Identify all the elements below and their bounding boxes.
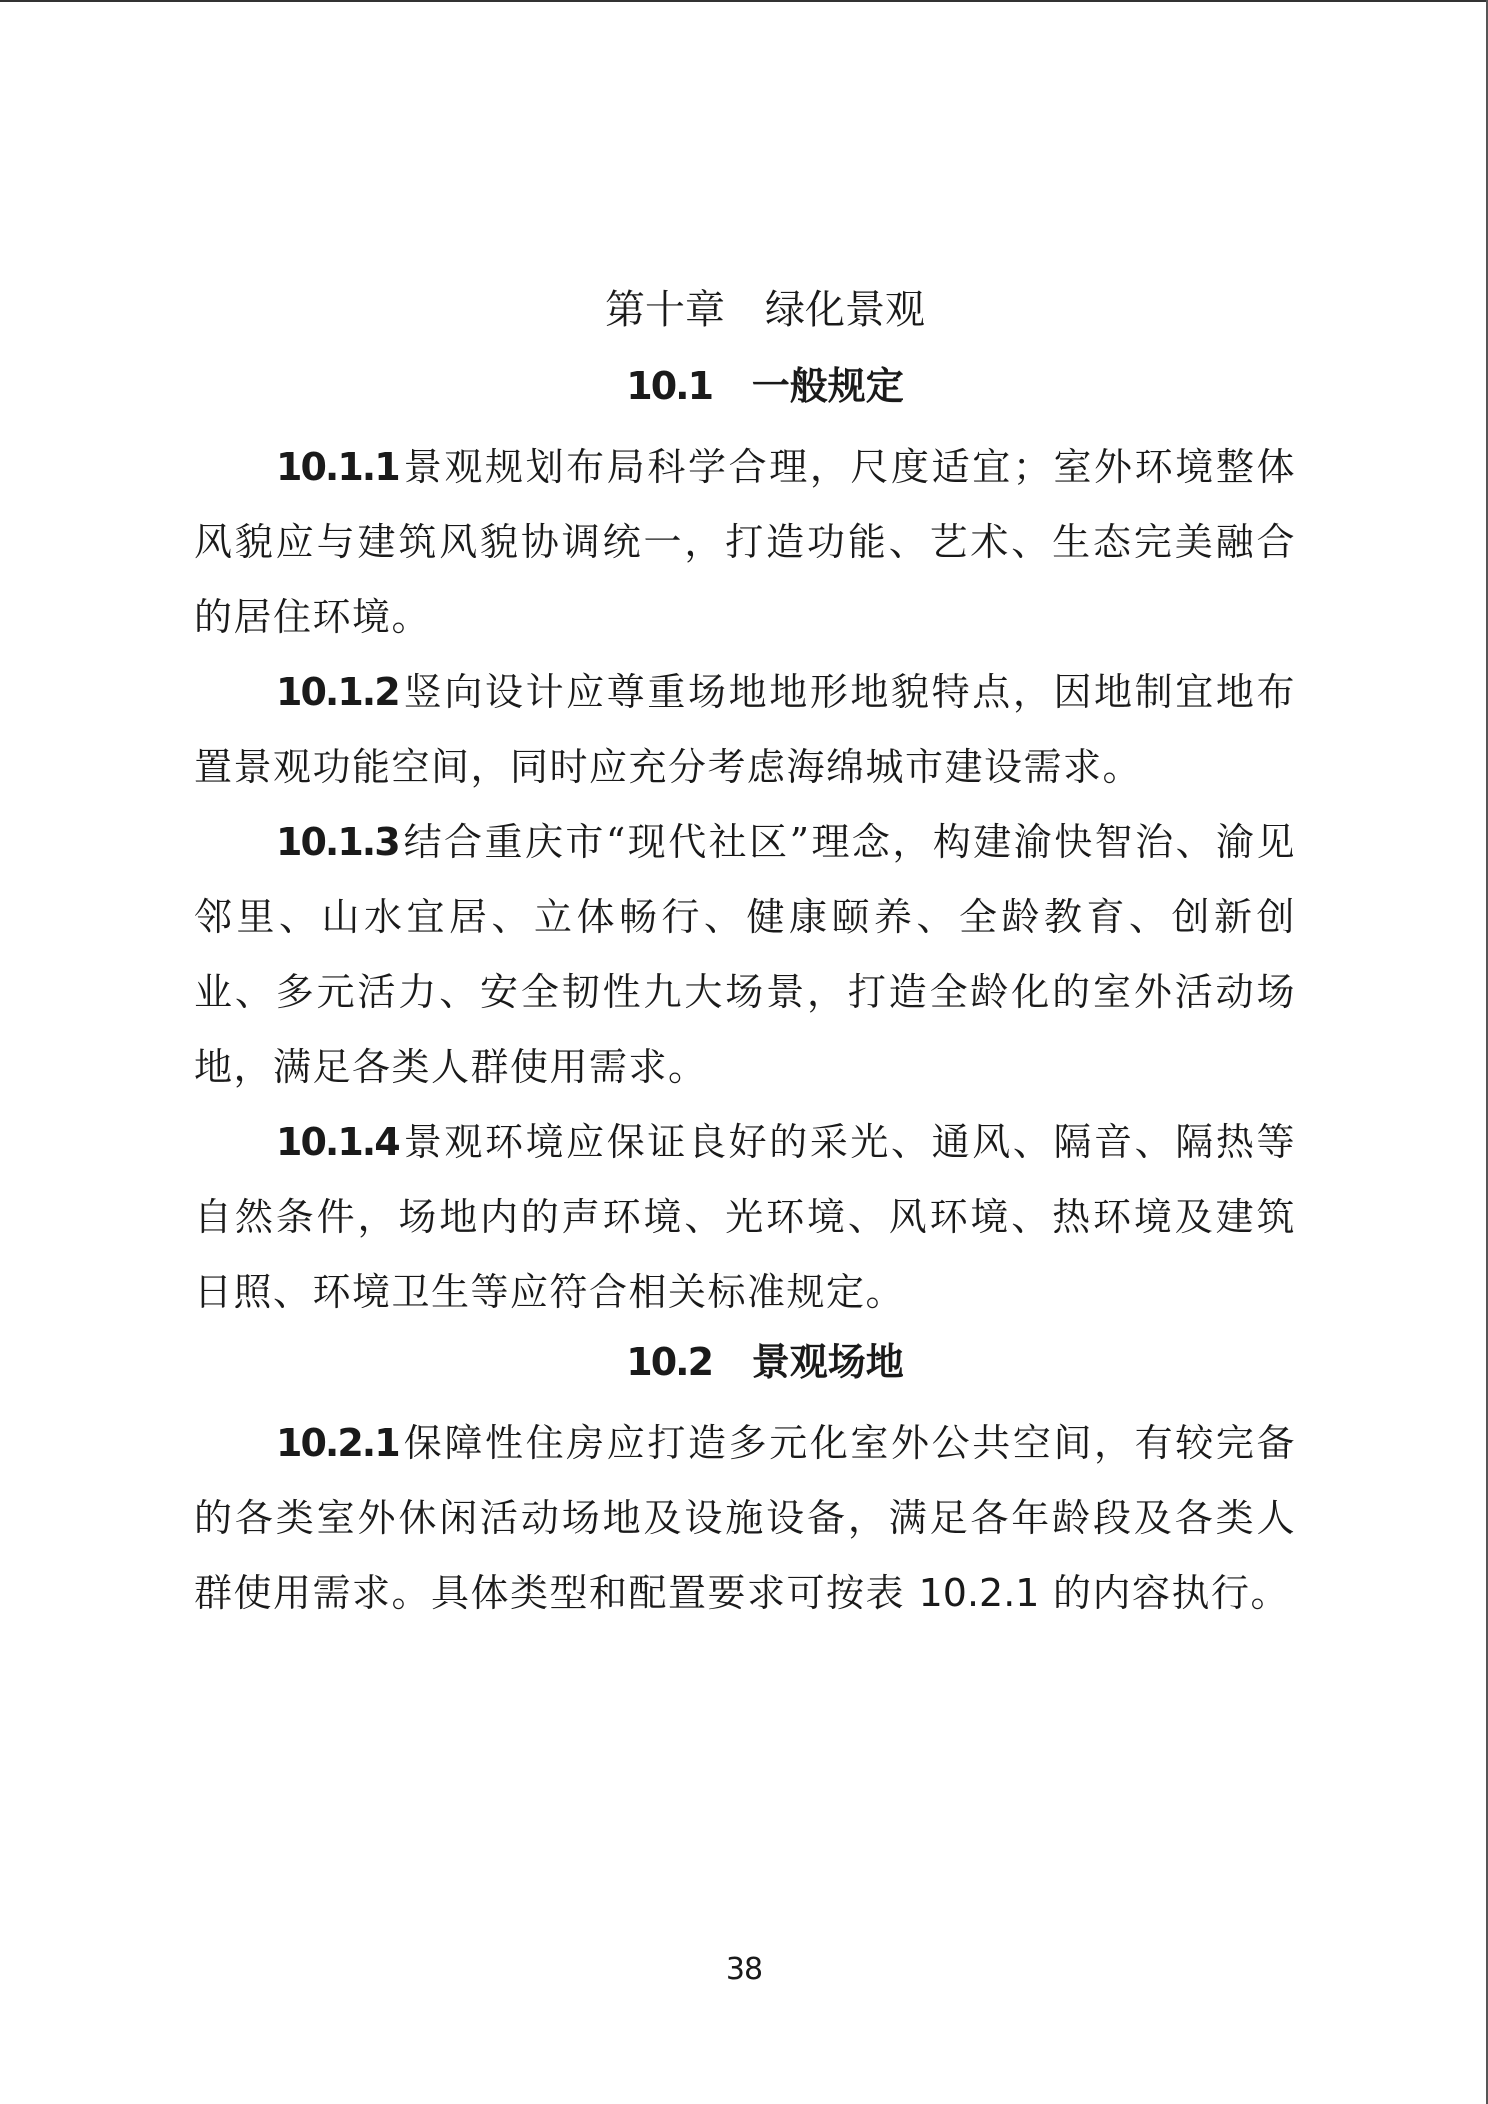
chapter-title: 第十章 绿化景观 [605,287,925,333]
clause-number: 10.1.3 [276,820,399,864]
clause-10-1-3 [194,805,1296,1105]
section-title: 一般规定 [751,364,904,408]
clause-10-1-2 [194,655,1296,805]
clause-10-1-4 [194,1105,1296,1330]
section-heading-10-2 [194,1330,1296,1394]
section-heading-10-1 [194,354,1296,418]
document-body [194,278,1296,1631]
section-number: 10.1 [626,364,713,408]
clause-text: 竖向设计应尊重场地地形地貌特点，因地制宜地布置景观功能空间，同时应充分考虑海绵城市建设需求。 [194,670,1296,789]
clause-number: 10.1.2 [276,670,399,714]
clause-text: 景观规划布局科学合理，尺度适宜；室外环境整体风貌应与建筑风貌协调统一，打造功能、艺术、生态完美融合的居住环境。 [194,445,1296,639]
section-number: 10.2 [626,1340,713,1384]
page-top-border [0,0,1488,2]
clause-text: 景观环境应保证良好的采光、通风、隔音、隔热等自然条件，场地内的声环境、光环境、风环境、热环境及建筑日照、环境卫生等应符合相关标准规定。 [194,1120,1296,1314]
clause-number: 10.1.1 [276,445,399,489]
clause-text: 结合重庆市“现代社区”理念，构建渝快智治、渝见邻里、山水宜居、立体畅行、健康颐养、全龄教育、创新创业、多元活力、安全韧性九大场景，打造全龄化的室外活动场地，满足各类人群使用需求。 [194,820,1296,1089]
table-reference: 10.2.1 [918,1571,1040,1615]
clause-number: 10.1.4 [276,1120,399,1164]
clause-number: 10.2.1 [276,1421,399,1465]
page-number: 38 [725,1952,763,1987]
clause-10-1-1 [194,430,1296,655]
clause-10-2-1 [194,1406,1296,1631]
clause-text-end: 的内容执行。 [1039,1571,1291,1615]
clause-text: 保障性住房应打造多元化室外公共空间，有较完备的各类室外休闲活动场地及设施设备，满足各年龄段及各类人群使用需求。具体类型和配置要求可按表 [194,1421,1296,1615]
section-title: 景观场地 [751,1340,904,1384]
